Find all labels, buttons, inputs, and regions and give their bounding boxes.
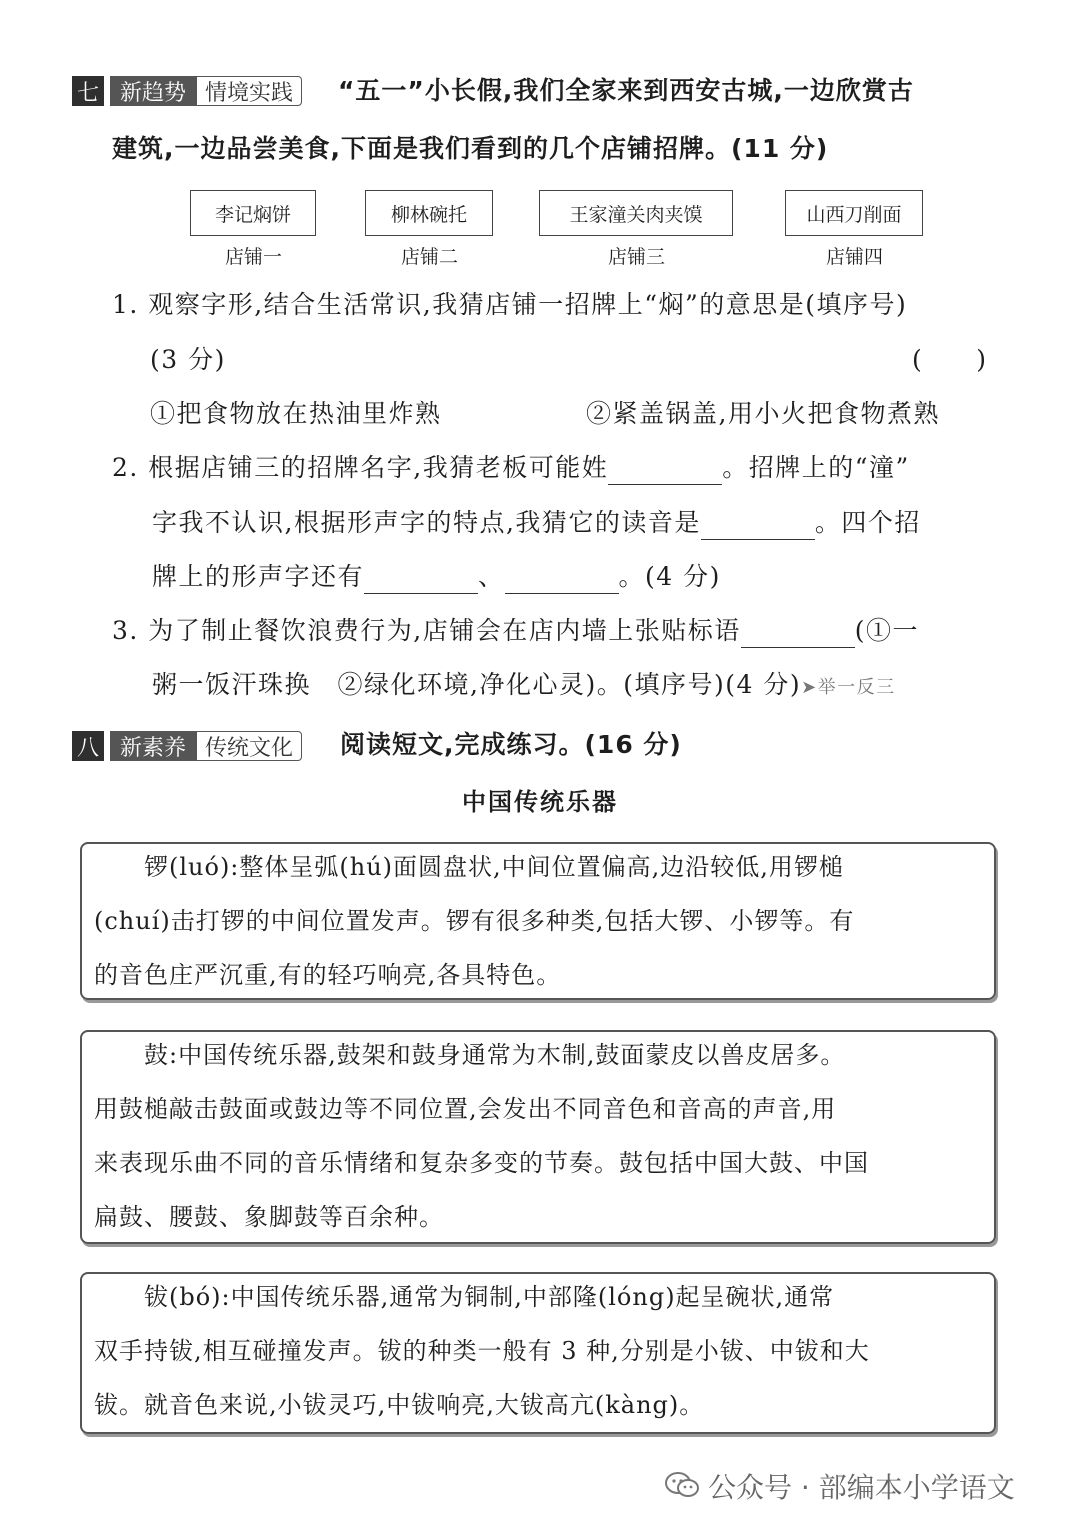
q1-option-2: ②紧盖锅盖,用小火把食物煮熟	[586, 399, 940, 428]
q1-answer-paren[interactable]: ( )	[912, 345, 988, 374]
passage-gong-line-3: 的音色庄严沉重,有的轻巧响亮,各具特色。	[94, 961, 562, 989]
q2-text-f: 、	[478, 562, 505, 591]
shop-label-3: 店铺三	[607, 246, 665, 268]
q2-blank-pronunciation[interactable]	[701, 513, 815, 540]
section7-tag-secondary: 情境实践	[196, 76, 302, 106]
section8-number: 八	[72, 731, 104, 761]
passage-title: 中国传统乐器	[462, 788, 618, 816]
shop-sign-1: 李记焖饼	[190, 190, 316, 236]
passage-drum-line-1: 鼓:中国传统乐器,鼓架和鼓身通常为木制,鼓面蒙皮以兽皮居多。	[94, 1041, 846, 1069]
section7-intro-line1: “五一”小长假,我们全家来到西安古城,一边欣赏古	[338, 76, 914, 105]
passage-cymbal-line-3: 钹。就音色来说,小钹灵巧,中钹响亮,大钹高亢(kàng)。	[94, 1391, 705, 1419]
q2-line3	[152, 560, 721, 594]
wechat-icon	[664, 1470, 700, 1500]
q3-text-a: 3. 为了制止餐饮浪费行为,店铺会在店内墙上张贴标语	[112, 616, 741, 645]
q2-text-d: 。四个招	[814, 508, 921, 537]
q2-blank-char-2[interactable]	[505, 567, 619, 594]
shop-sign-3: 王家潼关肉夹馍	[539, 190, 733, 236]
q2-line1	[112, 451, 910, 485]
q2-text-g: 。(4 分)	[618, 562, 721, 591]
passage-drum-line-4: 扁鼓、腰鼓、象脚鼓等百余种。	[94, 1203, 444, 1231]
q1-option-1: ①把食物放在热油里炸熟	[150, 399, 442, 428]
shop-sign-4: 山西刀削面	[785, 190, 923, 236]
section7-intro-line2: 建筑,一边品尝美食,下面是我们看到的几个店铺招牌。(11 分)	[112, 134, 829, 163]
q2-blank-surname[interactable]	[608, 458, 722, 485]
passage-gong-line-2: (chuí)击打锣的中间位置发声。锣有很多种类,包括大锣、小锣等。有	[94, 907, 855, 935]
q2-line2	[152, 506, 921, 540]
q3-line1	[112, 614, 919, 648]
section7-number: 七	[72, 76, 104, 106]
section7-tag-primary: 新趋势	[110, 76, 196, 106]
section8-tag-secondary: 传统文化	[196, 731, 302, 761]
passage-gong-line-1: 锣(luó):整体呈弧(hú)面圆盘状,中间位置偏高,边沿较低,用锣槌	[94, 853, 844, 881]
passage-cymbal-line-1: 钹(bó):中国传统乐器,通常为铜制,中部隆(lóng)起呈碗状,通常	[94, 1283, 835, 1311]
watermark-text: 公众号 · 部编本小学语文	[708, 1471, 1015, 1504]
q2-blank-char-1[interactable]	[364, 567, 478, 594]
section8-tag	[72, 731, 302, 761]
q3-text-c: 粥一饭汗珠换 ②绿化环境,净化心灵)。(填序号)(4 分)	[152, 670, 802, 699]
section8-tag-primary: 新素养	[110, 731, 196, 761]
shop-sign-2: 柳林碗托	[365, 190, 493, 236]
passage-drum-line-3: 来表现乐曲不同的音乐情绪和复杂多变的节奏。鼓包括中国大鼓、中国	[94, 1149, 869, 1177]
q3-line2	[152, 668, 896, 705]
q2-text-e: 牌上的形声字还有	[152, 562, 365, 591]
q1-text: 1. 观察字形,结合生活常识,我猜店铺一招牌上“焖”的意思是(填序号)	[112, 290, 908, 319]
q3-text-b: (①一	[854, 616, 920, 645]
q1-score: (3 分)	[150, 345, 226, 374]
shop-label-2: 店铺二	[400, 246, 458, 268]
q3-extension-label: ➤举一反三	[801, 677, 896, 698]
section8-intro: 阅读短文,完成练习。(16 分)	[340, 730, 682, 759]
shop-label-4: 店铺四	[825, 246, 883, 268]
q2-text-c: 字我不认识,根据形声字的特点,我猜它的读音是	[152, 508, 701, 537]
shop-label-1: 店铺一	[224, 246, 282, 268]
passage-cymbal-line-2: 双手持钹,相互碰撞发声。钹的种类一般有 3 种,分别是小钹、中钹和大	[94, 1337, 870, 1365]
q2-text-b: 。招牌上的“潼”	[722, 453, 910, 482]
passage-drum-line-2: 用鼓槌敲击鼓面或鼓边等不同位置,会发出不同音色和音高的声音,用	[94, 1095, 837, 1123]
q2-text-a: 2. 根据店铺三的招牌名字,我猜老板可能姓	[112, 453, 609, 482]
section7-tag	[72, 76, 302, 106]
q3-blank[interactable]	[741, 621, 855, 648]
